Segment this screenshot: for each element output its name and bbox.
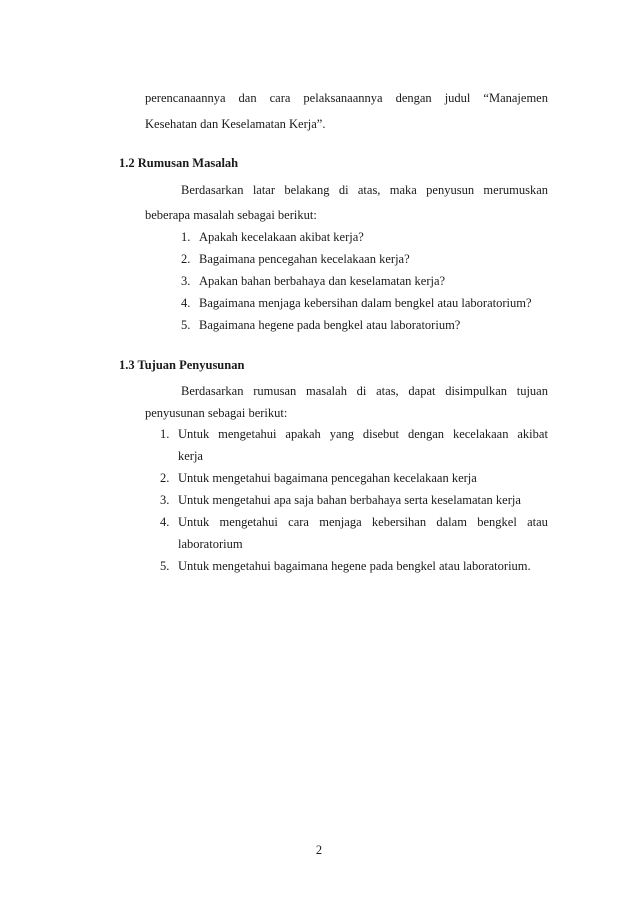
list-item-number: 4. bbox=[160, 515, 170, 529]
word: dalam bbox=[436, 515, 467, 529]
list-item-text: Untuk mengetahui bagaimana hegene pada bengkel atau laboratorium. bbox=[178, 559, 531, 573]
word: kecelakaan bbox=[452, 427, 509, 441]
list-item-number: 3. bbox=[181, 274, 191, 288]
word: dapat bbox=[408, 384, 436, 398]
list-item-number: 2. bbox=[181, 252, 191, 266]
section-heading-1-3: 1.3 Tujuan Penyusunan bbox=[119, 358, 245, 372]
word: di bbox=[356, 384, 367, 398]
word: atas, bbox=[357, 183, 381, 197]
word: akibat bbox=[517, 427, 548, 441]
word: “Manajemen bbox=[483, 91, 548, 105]
section-1-3-para-line-2: penyusunan sebagai berikut: bbox=[145, 406, 288, 420]
word: belakang bbox=[284, 183, 330, 197]
word: di bbox=[338, 183, 349, 197]
list-item-number: 2. bbox=[160, 471, 170, 485]
section-1-3-para-line-1 bbox=[181, 385, 548, 398]
list-item-text: Apakan bahan berbahaya dan keselamatan kerja? bbox=[199, 274, 446, 288]
word: perencanaannya bbox=[145, 91, 226, 105]
word: mengetahui bbox=[219, 515, 278, 529]
word: judul bbox=[444, 91, 471, 105]
section-heading-1-2: 1.2 Rumusan Masalah bbox=[119, 156, 239, 170]
intro-line-1 bbox=[145, 92, 548, 105]
word: yang bbox=[329, 427, 355, 441]
word: pelaksanaannya bbox=[303, 91, 383, 105]
word: Untuk bbox=[178, 427, 210, 441]
word: menjaga bbox=[319, 515, 362, 529]
list-item-text bbox=[178, 428, 548, 441]
list-item-text: Untuk mengetahui apa saja bahan berbahaya serta keselamatan kerja bbox=[178, 493, 521, 507]
word: dan bbox=[238, 91, 257, 105]
word: masalah bbox=[305, 384, 347, 398]
list-item-text: Bagaimana hegene pada bengkel atau laboratorium? bbox=[199, 318, 461, 332]
intro-line-2: Kesehatan dan Keselamatan Kerja”. bbox=[145, 117, 326, 131]
word: penyusun bbox=[426, 183, 475, 197]
word: disebut bbox=[362, 427, 400, 441]
word: dengan bbox=[395, 91, 432, 105]
list-item-number: 5. bbox=[160, 559, 170, 573]
word: Berdasarkan bbox=[181, 384, 244, 398]
word: dengan bbox=[407, 427, 445, 441]
page-number: 2 bbox=[315, 843, 323, 857]
list-item-text: Bagaimana pencegahan kecelakaan kerja? bbox=[199, 252, 410, 266]
word: tujuan bbox=[516, 384, 548, 398]
word: merumuskan bbox=[483, 183, 548, 197]
word: rumusan bbox=[253, 384, 297, 398]
list-item-text-continued: laboratorium bbox=[178, 537, 243, 551]
word: bengkel bbox=[477, 515, 517, 529]
word: kebersihan bbox=[371, 515, 427, 529]
word: cara bbox=[269, 91, 291, 105]
list-item-number: 1. bbox=[160, 427, 170, 441]
list-item-number: 5. bbox=[181, 318, 191, 332]
word: atas, bbox=[376, 384, 399, 398]
list-item-text-continued: kerja bbox=[178, 449, 203, 463]
word: mengetahui bbox=[218, 427, 277, 441]
list-item-text: Bagaimana menjaga kebersihan dalam bengkel atau laboratorium? bbox=[199, 296, 532, 310]
word: Untuk bbox=[178, 515, 210, 529]
list-item-text bbox=[178, 516, 548, 529]
section-1-2-para-line-1 bbox=[181, 184, 548, 197]
word: atau bbox=[527, 515, 548, 529]
list-item-number: 4. bbox=[181, 296, 191, 310]
section-1-2-para-line-2: beberapa masalah sebagai berikut: bbox=[145, 208, 317, 222]
list-item-number: 1. bbox=[181, 230, 191, 244]
word: maka bbox=[389, 183, 417, 197]
word: Berdasarkan bbox=[181, 183, 244, 197]
word: latar bbox=[252, 183, 276, 197]
word: apakah bbox=[285, 427, 321, 441]
list-item-text: Apakah kecelakaan akibat kerja? bbox=[199, 230, 364, 244]
word: cara bbox=[288, 515, 309, 529]
word: disimpulkan bbox=[445, 384, 508, 398]
list-item-number: 3. bbox=[160, 493, 170, 507]
list-item-text: Untuk mengetahui bagaimana pencegahan kecelakaan kerja bbox=[178, 471, 477, 485]
